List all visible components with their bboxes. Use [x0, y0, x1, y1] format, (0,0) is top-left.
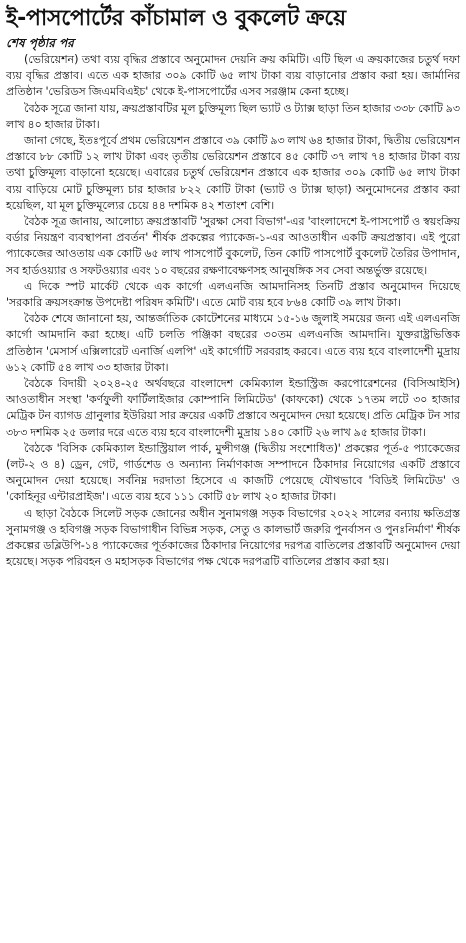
- continued-label: শেষ পৃষ্ঠার পর: [6, 36, 74, 50]
- article-paragraph: বৈঠকে 'বিসিক কেমিক্যাল ইন্ডাস্ট্রিয়াল পার্ক, মুন্সীগঞ্জ (দ্বিতীয় সংশোধিত)' প্রকল্পের পূর্ত-৫ প্যাকেজের (লট-২ ও ৪) ড্রেন, গেট, গার্ডশেড ও অন্যান্য নির্মাণকাজ সম্পাদনে ঠিকাদার নিয়োগের একটি প্রস্তাবে অনুমোদন দেয়া হয়েছে। সর্বনিম্ন দরদাতা হিসেবে এ কাজটি পেয়েছে যৌথভাবে 'বিডিই লিমিটেড' ও 'কোহিনূর এন্টারপ্রাইজ'। এতে ব্যয় হবে ১১১ কোটি ৫৮ লাখ ২০ হাজার টাকা।: [6, 441, 460, 504]
- article-paragraph: (ভেরিয়েশন) তথা ব্যয় বৃদ্ধির প্রস্তাবে অনুমোদন দেয়নি ক্রয় কমিটি। এটি ছিল এ ক্রয়কাজের চতুর্থ দফা ব্যয় বৃদ্ধির প্রস্তাব। এতে এক হাজার ৩০৯ কোটি ৬৫ লাখ টাকা ব্যয় বাড়ানোর প্রস্তাব করা হয়। জার্মানির প্রতিষ্ঠান 'ভেরিডস জিএমবিএইচ' থেকে ই-পাসপোর্টের এসব সরঞ্জাম কেনা হচ্ছে।: [6, 53, 460, 99]
- article-paragraph: বৈঠক সূত্র জানায়, আলোচ্য ক্রয়প্রস্তাবটি 'সুরক্ষা সেবা বিভাগ'-এর 'বাংলাদেশে ই-পাসপোর্ট ও স্বয়ংক্রিয় বর্ডার নিয়ন্ত্রণ ব্যবস্থাপনা প্রবর্তন' শীর্ষক প্রকল্পের প্যাকেজ-১-এর আওতাধীন একটি ক্রয়প্রস্তাব। এই পুরো প্যাকেজের আওতায় এক কোটি ৬৫ লাখ পাসপোর্ট বুকলেট, তিন কোটি পাসপোর্ট বুকলেট তৈরির উপাদান, সব হার্ডওয়্যার ও সফটওয়্যার এবং ১০ বছরের রক্ষণাবেক্ষণসহ আনুষঙ্গিক সব সেবা অন্তর্ভুক্ত রয়েছে।: [6, 215, 460, 277]
- article-body: [6, 52, 460, 571]
- article-paragraph: এ দিকে স্পট মার্কেট থেকে এক কার্গো এলএনজি আমদানিসহ তিনটি প্রস্তাব অনুমোদন দিয়েছে 'সরকারি ক্রয়সংক্রান্ত উপদেষ্টা পরিষদ কমিটি'। এতে মোট ব্যয় হবে ৮৬৪ কোটি ৩৯ লাখ টাকা।: [6, 279, 460, 310]
- article-headline: ই-পাসপোর্টের কাঁচামাল ও বুকলেট ক্রয়ে: [6, 6, 346, 31]
- article-paragraph: জানা গেছে, ইতঃপূর্বে প্রথম ভেরিয়েশন প্রস্তাবে ৩৯ কোটি ৯৩ লাখ ৬৪ হাজার টাকা, দ্বিতীয় ভেরিয়েশন প্রস্তাবে ৮৮ কোটি ১২ লাখ টাকা এবং তৃতীয় ভেরিয়েশন প্রস্তাবে ৪৫ কোটি ৩৭ লাখ ৭৪ হাজার টাকা ব্যয় তথা চুক্তিমূল্য বাড়ানো হয়েছে। এবারের চতুর্থ ভেরিয়েশন প্রস্তাবে এক হাজার ৩০৯ কোটি ৬৫ লাখ টাকা ব্যয় বাড়িয়ে মোট চুক্তিমূল্য চার হাজার ৮২২ কোটি টাকা (ভ্যাট ও ট্যাক্স ছাড়া) অনুমোদনের প্রস্তাব করা হয়েছিল, যা মূল চুক্তিমূল্যের চেয়ে ৪৪ দশমিক ৪২ শতাংশ বেশি।: [6, 134, 460, 212]
- article-paragraph: বৈঠক শেষে জানানো হয়, আন্তর্জাতিক কোটেশনের মাধ্যমে ১৫-১৬ জুলাই সময়ের জন্য এই এলএনজি কার্গো আমদানি করা হচ্ছে। এটি চলতি পঞ্জিকা বছরের ৩০তম এলএনজি আমদানি। যুক্তরাষ্ট্রভিত্তিক প্রতিষ্ঠান 'মেসার্স এক্সিলারেট এনার্জি এলপি' এই কার্গোটি সরবরাহ করবে। এতে ব্যয় হবে বাংলাদেশী মুদ্রায় ৬১২ কোটি ৫৪ লাখ ৩৩ হাজার টাকা।: [6, 312, 460, 374]
- article-paragraph: এ ছাড়া বৈঠকে সিলেট সড়ক জোনের অধীন সুনামগঞ্জ সড়ক বিভাগের ২০২২ সালের বন্যায় ক্ষতিগ্রস্ত সুনামগঞ্জ ও হবিগঞ্জ সড়ক বিভাগাধীন বিভিন্ন সড়ক, সেতু ও কালভার্ট জরুরি পুনর্বাসন ও পুনঃনির্মাণ' শীর্ষক প্রকল্পের ডব্লিউপি-১৪ প্যাকেজের পূর্তকাজের ঠিকাদার নিয়োগের দরপত্র বাতিলের প্রস্তাবটি অনুমোদন দেয়া হয়েছে। সড়ক পরিবহন ও মহাসড়ক বিভাগের পক্ষ থেকে দরপত্রটি বাতিলের প্রস্তাব করা হয়।: [6, 506, 460, 569]
- article-paragraph: বৈঠক সূত্রে জানা যায়, ক্রয়প্রস্তাবটির মূল চুক্তিমূল্য ছিল ভ্যাট ও ট্যাক্স ছাড়া তিন হাজার ৩৩৮ কোটি ৯৩ লাখ ৪০ হাজার টাকা।: [6, 101, 460, 131]
- article-paragraph: বৈঠকে বিদায়ী ২০২৪-২৫ অর্থবছরে বাংলাদেশ কেমিক্যাল ইন্ডাস্ট্রিজ করপোরেশনের (বিসিআইসি) আওতাধীন সংস্থা 'কর্ণফুলী ফার্টিলাইজার কোম্পানি লিমিটেড' (কাফকো) থেকে ১৭তম লটে ৩০ হাজার মেট্রিক টন ব্যাগড গ্রানুলার ইউরিয়া সার ক্রয়ের একটি প্রস্তাবে অনুমোদন দেয়া হয়েছে। প্রতি মেট্রিক টন সার ৩৮৩ দশমিক ২৫ ডলার দরে এতে ব্যয় হবে বাংলাদেশী মুদ্রায় ১৪০ কোটি ২৬ লাখ ৯৫ হাজার টাকা।: [6, 377, 460, 439]
